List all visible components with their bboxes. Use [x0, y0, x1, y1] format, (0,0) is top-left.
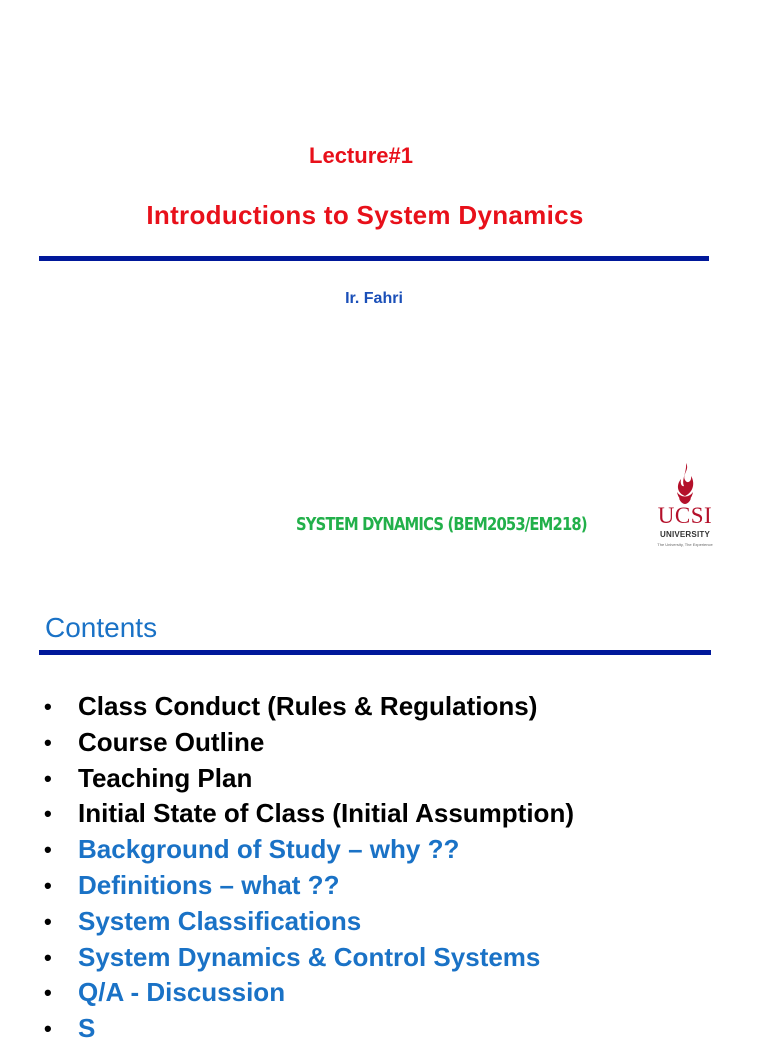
- title-divider: [39, 256, 709, 261]
- list-item: [44, 832, 574, 868]
- lecture-label: Lecture#1: [309, 143, 413, 168]
- bullet-icon: •: [44, 801, 52, 827]
- list-item-text: System Dynamics & Control Systems: [78, 941, 541, 972]
- bullet-icon: •: [44, 837, 52, 863]
- list-item: [44, 761, 574, 797]
- list-item: [44, 868, 574, 904]
- bullet-icon: •: [44, 765, 52, 791]
- bullet-icon: •: [44, 980, 52, 1006]
- list-item: [44, 725, 574, 761]
- list-item-text: Q/A - Discussion: [78, 977, 286, 1008]
- list-item-text: Course Outline: [78, 726, 265, 757]
- contents-title: Contents: [45, 612, 158, 643]
- list-item-text: Definitions – what ??: [78, 869, 340, 900]
- university-logo: [652, 460, 718, 554]
- list-item: [44, 796, 574, 832]
- list-item: [44, 1011, 574, 1047]
- flame-icon: [672, 462, 698, 504]
- list-item-text: Teaching Plan: [78, 762, 253, 793]
- logo-subtitle: UNIVERSITY: [659, 530, 710, 539]
- list-item-text: Class Conduct (Rules & Regulations): [78, 691, 538, 721]
- bullet-icon: •: [44, 944, 52, 970]
- logo-name: UCSI: [657, 503, 713, 528]
- contents-divider: [39, 650, 711, 655]
- list-item-text: System Classifications: [78, 905, 362, 936]
- bullet-icon: •: [44, 729, 52, 755]
- bullet-icon: •: [44, 908, 52, 934]
- bullet-icon: •: [44, 1016, 52, 1042]
- logo-tagline: The University, The Experience: [657, 542, 713, 547]
- list-item-text: S: [78, 1013, 96, 1044]
- list-item-text: Initial State of Class (Initial Assumption): [78, 798, 574, 829]
- author-name: Ir. Fahri: [345, 290, 403, 307]
- list-item: [44, 975, 574, 1011]
- contents-list: [44, 689, 574, 1047]
- list-item: [44, 689, 574, 725]
- bullet-icon: •: [44, 694, 52, 719]
- list-item: [44, 904, 574, 940]
- list-item: [44, 940, 574, 976]
- slide-title: Introductions to System Dynamics: [146, 200, 584, 230]
- bullet-icon: •: [44, 872, 52, 898]
- course-code: SYSTEM DYNAMICS (BEM2053/EM218): [296, 514, 587, 535]
- list-item-text: Background of Study – why ??: [78, 834, 460, 865]
